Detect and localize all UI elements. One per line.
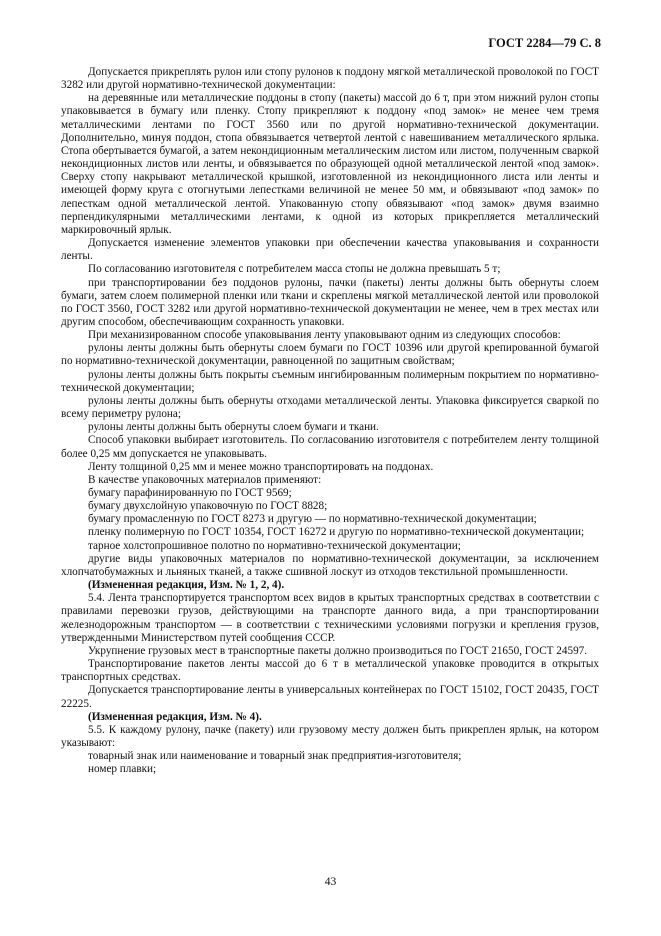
paragraph: Допускается изменение элементов упаковки при обеспечении качества упаковывания и сохранности ленты. (61, 237, 599, 263)
paragraph: рулоны ленты должны быть обернуты слоем бумаги по ГОСТ 10396 или другой крепированной бумагой по нормативно-технической документации, равноценной по защитным свойствам; (61, 342, 599, 368)
paragraph: 5.5. К каждому рулону, пачке (пакету) или грузовому месту должен быть прикреплен ярлык, на котором указывают: (61, 723, 599, 749)
paragraph: рулоны ленты должны быть покрыты съемным ингибированным полимерным покрытием по нормативно-технической документации; (61, 368, 599, 394)
paragraph: другие виды упаковочных материалов по нормативно-технической документации, за исключением хлопчатобумажных и льняных тканей, а также сшивной лоскут из отходов текстильной промышленности. (61, 552, 599, 578)
paragraph: бумагу промасленную по ГОСТ 8273 и другую — по нормативно-технической документации; (88, 513, 537, 526)
paragraph: По согласованию изготовителя с потребителем масса стопы не должна превышать 5 т; (88, 263, 501, 276)
paragraph: В качестве упаковочных материалов применяют: (88, 473, 322, 486)
amendment-note: (Измененная редакция, Изм. № 4). (88, 710, 262, 723)
paragraph: При механизированном способе упаковывания ленту упаковывают одним из следующих способов: (88, 329, 561, 342)
paragraph: пленку полимерную по ГОСТ 10354, ГОСТ 16272 и другую по нормативно-технической документации; (88, 526, 585, 539)
paragraph: Укрупнение грузовых мест в транспортные пакеты должно производиться по ГОСТ 21650, ГОСТ 24597. (88, 644, 588, 657)
paragraph: товарный знак или наименование и товарный знак предприятия-изготовителя; (88, 750, 462, 763)
paragraph: при транспортировании без поддонов рулоны, пачки (пакеты) ленты должны быть обернуты слоем бумаги, затем слоем полимерной пленки или ткани и скреплены мягкой металлической лентой или проволокой по ГОСТ 3560, ГОСТ 3282 или другой нормативно-технической документации не менее, чем в трех местах или другим способом, обеспечивающим сохранность упаковки. (61, 276, 599, 328)
paragraph: Способ упаковки выбирает изготовитель. По согласованию изготовителя с потребителем ленту толщиной более 0,25 мм допускается не упаковывать. (61, 434, 599, 460)
paragraph: тарное холстопрошивное полотно по нормативно-технической документации; (88, 539, 461, 552)
paragraph: Транспортирование пакетов ленты массой до 6 т в металлической упаковке проводится в открытых транспортных средствах. (61, 658, 599, 684)
paragraph: рулоны ленты должны быть обернуты слоем бумаги и ткани. (88, 421, 379, 434)
amendment-note: (Измененная редакция, Изм. № 1, 2, 4). (88, 579, 285, 592)
paragraph: бумагу парафинированную по ГОСТ 9569; (88, 487, 292, 499)
document-body (61, 66, 599, 776)
paragraph: бумагу двухслойную упаковочную по ГОСТ 8828; (88, 500, 328, 513)
paragraph: Допускается прикреплять рулон или стопу рулонов к поддону мягкой металлической проволокой по ГОСТ 3282 или другой нормативно-технической документации: (61, 66, 599, 92)
paragraph: Ленту толщиной 0,25 мм и менее можно транспортировать на поддонах. (88, 460, 434, 473)
paragraph: номер плавки; (88, 763, 157, 776)
paragraph: Допускается транспортирование ленты в универсальных контейнерах по ГОСТ 15102, ГОСТ 20435, ГОСТ 22225. (61, 684, 599, 710)
paragraph: 5.4. Лента транспортируется транспортом всех видов в крытых транспортных средствах в соответствии с правилами перевозки грузов, действующими на транспорте данного вида, а при транспортировании железнодорожным транспортом — в соответствии с техническими условиями погрузки и крепления грузов, утвержденными Министерством путей сообщения СССР. (61, 592, 599, 644)
page-number: 43 (324, 876, 337, 888)
paragraph: рулоны ленты должны быть обернуты отходами металлической ленты. Упаковка фиксируется сваркой по всему периметру рулона; (61, 394, 599, 421)
page-header: ГОСТ 2284—79 С. 8 (488, 36, 601, 50)
paragraph: на деревянные или металлические поддоны в стопу (пакеты) массой до 6 т, при этом нижний рулон стопы упаковывается в бумагу или пленку. Стопу прикрепляют к поддону «под замок» не менее чем тремя металлическими лентами по ГОСТ 3560 или по другой нормативно-технической документации. Дополнительно, минуя поддон, стопа обвязывается четвертой лентой с навешиванием металлического ярлыка. Стопа обертывается бумагой, а затем некондиционным металлическим листом или листом, полученным сваркой некондиционных листов или ленты, и обвязывается по образующей одной металлической лентой «под замок». Сверху стопу накрывают металлической крышкой, изготовленной из некондиционного листа или ленты и имеющей форму круга с отогнутыми лепестками величиной не менее 50 мм, и обвязывают «под замок» по лепесткам одной металлической лентой. Упакованную стопу обвязывают «под замок» двумя взаимно перпендикулярными металлическими лентами, к одной из которых прикрепляется металлический маркировочный ярлык. (61, 92, 599, 236)
